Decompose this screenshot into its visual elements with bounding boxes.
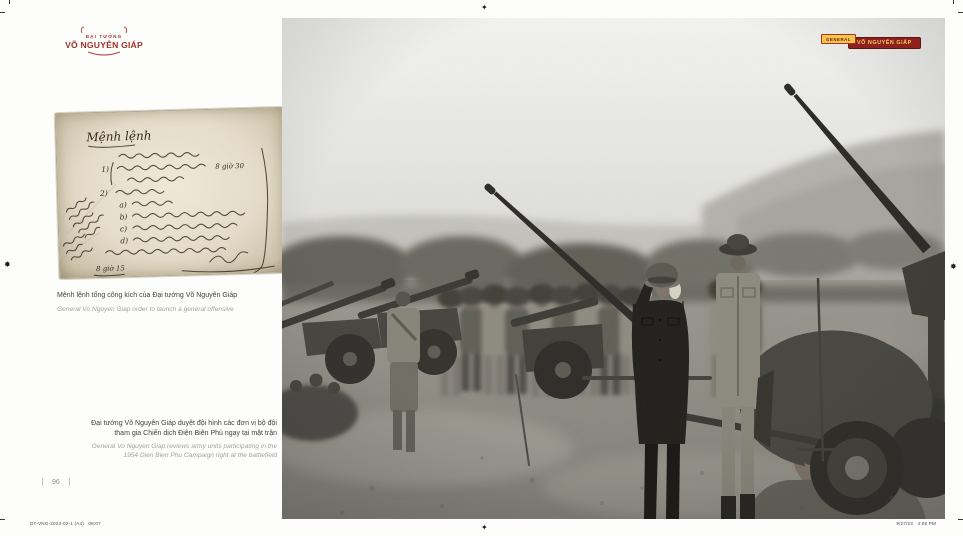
photo-dien-bien-phu-review bbox=[282, 18, 945, 519]
proof-timestamp: 9/27/23 4:08 PM bbox=[896, 521, 936, 526]
crop-tick-top-right bbox=[953, 0, 954, 4]
crop-tick-left-bottom bbox=[0, 519, 5, 520]
note-ink bbox=[56, 108, 286, 278]
note-heading: Mệnh lệnh bbox=[86, 128, 152, 145]
page-number-bar-right bbox=[69, 478, 70, 486]
photo-caption-en: General Vo Nguyen Giap reviews army units participating in the 1954 Dien Bien Phu Campaign right at the battlefield bbox=[91, 443, 277, 459]
note-caption bbox=[57, 291, 307, 314]
page-number bbox=[42, 478, 70, 486]
note-marker-c: c) bbox=[119, 224, 128, 234]
logo-name: VÕ NGUYÊN GIÁP bbox=[65, 40, 143, 50]
chapter-badge bbox=[821, 34, 933, 52]
proof-file-info: DT-VNG-2023-02-1 (A4) 08:07 bbox=[30, 521, 101, 526]
series-logo bbox=[56, 26, 152, 57]
crop-tick-right-top bbox=[958, 12, 963, 13]
note-marker-d: d) bbox=[120, 236, 129, 246]
handwritten-order-note bbox=[55, 107, 288, 279]
registration-mark-left: ✸ bbox=[4, 260, 11, 269]
note-time-bottom: 8 giờ 15 bbox=[95, 264, 125, 274]
photo-vignette bbox=[282, 18, 945, 519]
note-time-line1: 8 giờ 30 bbox=[215, 161, 245, 171]
registration-mark-top: ✦ bbox=[481, 3, 488, 12]
crop-tick-right-bottom bbox=[958, 519, 963, 520]
logo-flourish-top bbox=[56, 26, 152, 34]
note-caption-vi: Mệnh lệnh tổng công kích của Đại tướng Võ Nguyên Giáp bbox=[57, 292, 238, 299]
badge-label: GENERAL bbox=[821, 34, 856, 44]
crop-tick-left-top bbox=[0, 12, 5, 13]
photo-caption-vi: Đại tướng Võ Nguyên Giáp duyệt đội hình các đơn vị bộ đội tham gia Chiến dịch Điện Biên Phủ ngay tại mặt trận bbox=[91, 420, 277, 437]
page-number-value: 96 bbox=[52, 478, 60, 486]
logo-flourish-bottom bbox=[84, 50, 124, 57]
note-marker-2: 2) bbox=[99, 188, 108, 198]
note-marker-a: a) bbox=[119, 200, 127, 210]
logo-prefix: ĐẠI TƯỚNG bbox=[85, 34, 123, 39]
note-marker-b: b) bbox=[119, 212, 128, 222]
note-marker-1: 1) bbox=[101, 164, 110, 174]
registration-mark-bottom: ✦ bbox=[481, 523, 488, 532]
registration-mark-right: ✸ bbox=[950, 262, 957, 271]
note-caption-en: General Vo Nguyen Giap order to launch a general offensive bbox=[57, 305, 234, 313]
crop-tick-top-left bbox=[9, 0, 10, 4]
badge-name: VÕ NGUYÊN GIÁP bbox=[848, 37, 921, 49]
photo-caption bbox=[77, 419, 277, 460]
photo-art bbox=[282, 18, 945, 519]
page-number-bar-left bbox=[42, 478, 43, 486]
